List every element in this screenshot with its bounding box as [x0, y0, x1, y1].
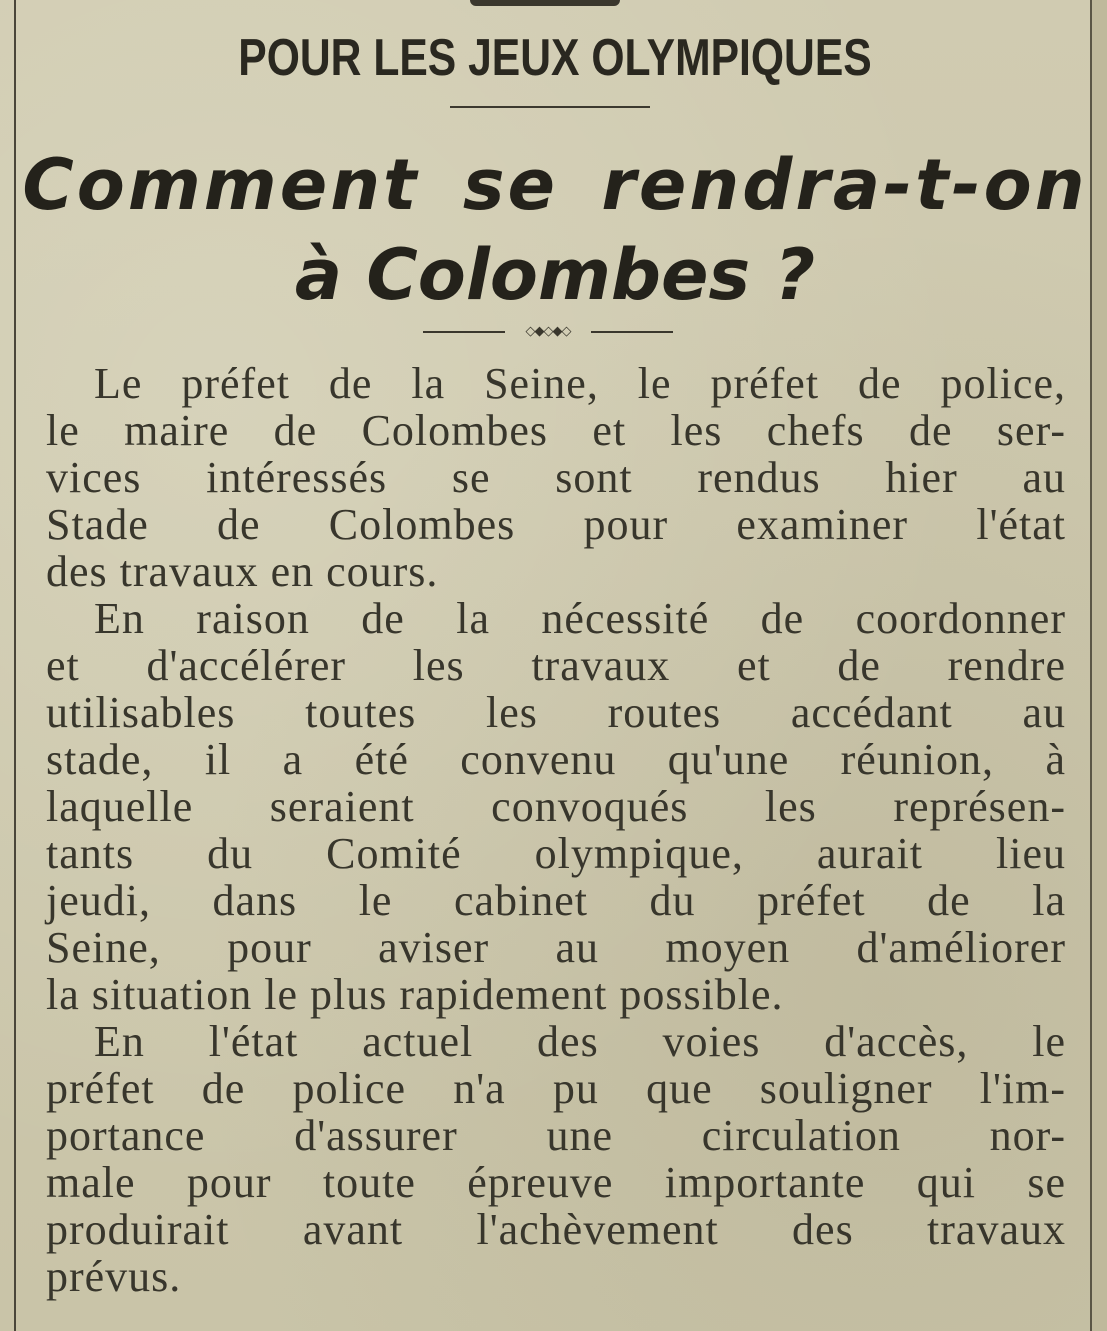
- headline-ornament-divider: [423, 322, 673, 342]
- body-line: Le préfet de la Seine, le préfet de police,: [94, 359, 1066, 408]
- ornament-bar-left: [423, 331, 505, 333]
- body-line: produirait avant l'achèvement des travaux: [46, 1205, 1066, 1254]
- body-line: la situation le plus rapidement possible.: [46, 970, 784, 1019]
- body-line: male pour toute épreuve importante qui se: [46, 1158, 1066, 1207]
- body-line: tants du Comité olympique, aurait lieu: [46, 829, 1066, 878]
- body-line: des travaux en cours.: [46, 547, 439, 596]
- body-line: vices intéressés se sont rendus hier au: [46, 453, 1066, 502]
- body-line: préfet de police n'a pu que souligner l'im-: [46, 1064, 1066, 1113]
- top-ornament: [470, 0, 620, 6]
- kicker-divider: [450, 106, 650, 108]
- body-line: et d'accélérer les travaux et de rendre: [46, 641, 1066, 690]
- body-line: En l'état actuel des voies d'accès, le: [94, 1017, 1066, 1066]
- body-line: prévus.: [46, 1252, 182, 1301]
- body-line: stade, il a été convenu qu'une réunion, à: [46, 735, 1066, 784]
- column-rule-right: [1090, 0, 1092, 1331]
- article-kicker: POUR LES JEUX OLYMPIQUES: [238, 29, 872, 87]
- article-body: [46, 360, 1066, 1300]
- paragraph-3: [46, 1018, 1066, 1300]
- paragraph-1: [46, 360, 1066, 595]
- body-line: le maire de Colombes et les chefs de ser-: [46, 406, 1066, 455]
- page-edge-strip: [1092, 0, 1107, 1331]
- column-rule-left: [14, 0, 16, 1331]
- article-headline: [20, 140, 1090, 320]
- headline-line-2: à Colombes ?: [294, 234, 816, 316]
- body-line: laquelle seraient convoqués les représen-: [46, 782, 1066, 831]
- ornament-diamonds: ◇◆◇◆◇: [525, 324, 571, 339]
- body-line: jeudi, dans le cabinet du préfet de la: [46, 876, 1066, 925]
- ornament-bar-right: [591, 331, 673, 333]
- body-line: utilisables toutes les routes accédant au: [46, 688, 1066, 737]
- body-line: En raison de la nécessité de coordonner: [94, 594, 1066, 643]
- body-line: Stade de Colombes pour examiner l'état: [46, 500, 1066, 549]
- headline-line-1: Comment se rendra-t-on: [22, 144, 1088, 226]
- paragraph-2: [46, 595, 1066, 1018]
- body-line: Seine, pour aviser au moyen d'améliorer: [46, 923, 1066, 972]
- body-line: portance d'assurer une circulation nor-: [46, 1111, 1066, 1160]
